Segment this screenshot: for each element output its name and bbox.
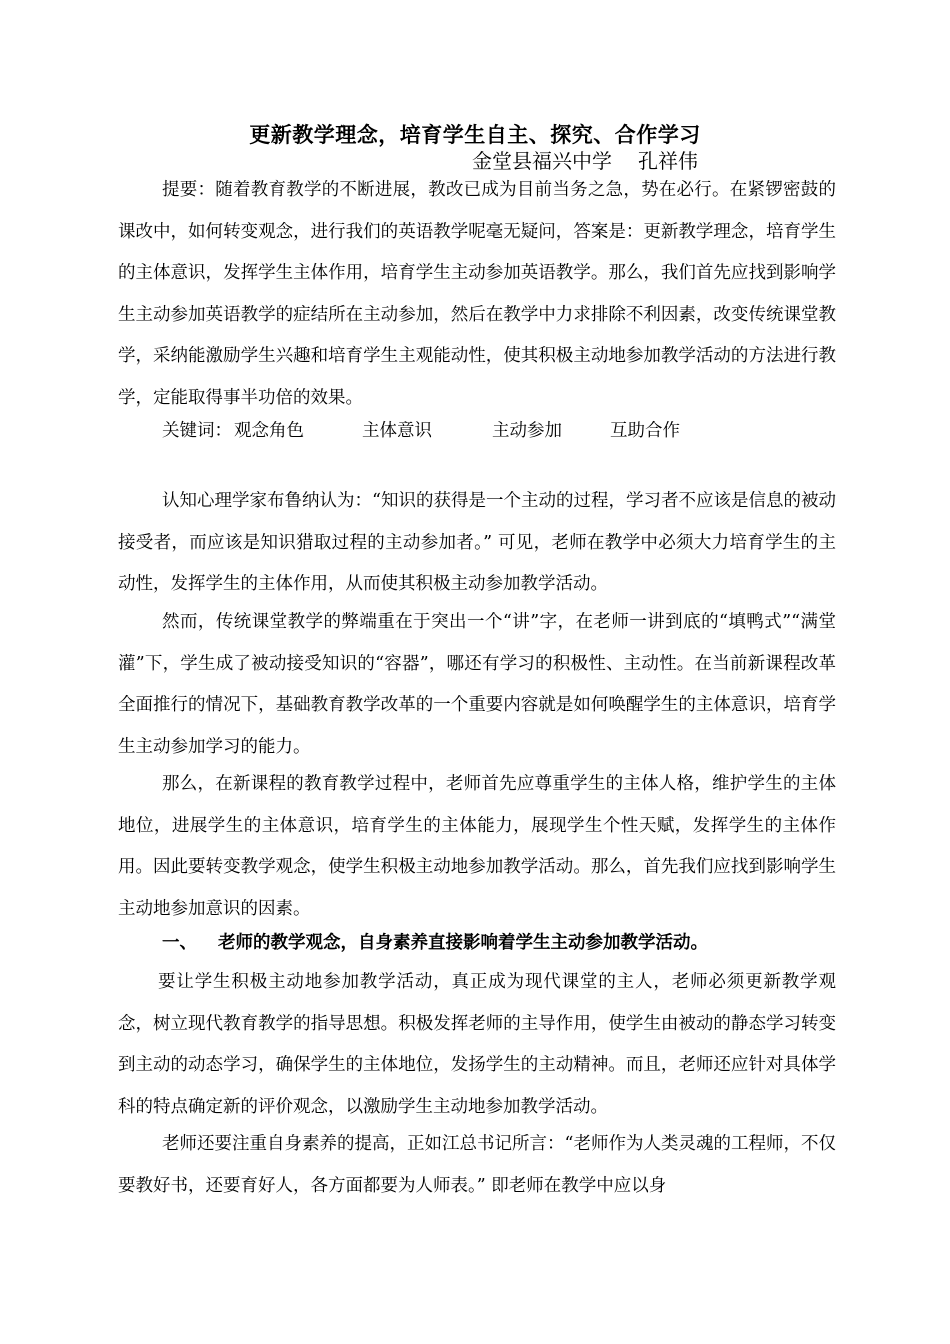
keyword-item: 互助合作 bbox=[610, 421, 680, 441]
author-name: 孔祥伟 bbox=[638, 149, 698, 173]
keywords-line bbox=[162, 412, 680, 450]
section-paragraph-2: 老师还要注重自身素养的提高，正如江总书记所言：“老师作为人类灵魂的工程师，不仅要教好书，还要育好人，各方面都要为人师表。” 即老师在教学中应以身 bbox=[118, 1134, 836, 1196]
keyword-item: 主体意识 bbox=[362, 421, 432, 441]
keyword-item: 观念角色 bbox=[234, 421, 304, 441]
section-heading-text: 老师的教学观念，自身素养直接影响着学生主动参加教学活动。 bbox=[218, 933, 708, 953]
section-number: 一、 bbox=[162, 933, 197, 953]
keywords-label: 关键词： bbox=[162, 421, 232, 441]
abstract-paragraph: 提要：随着教育教学的不断进展，教改已成为目前当务之急，势在必行。在紧锣密鼓的课改中，如何转变观念，进行我们的英语教学呢毫无疑问，答案是：更新教学理念，培育学生的主体意识，发挥学生主体作用，培育学生主动参加英语教学。那么，我们首先应找到影响学生主动参加英语教学的症结所在主动参加，然后在教学中力求排除不利因素，改变传统课堂教学，采纳能激励学生兴趣和培育学生主观能动性，使其积极主动地参加教学活动的方法进行教学，定能取得事半功倍的效果。 bbox=[118, 180, 836, 408]
author-school: 金堂县福兴中学 bbox=[472, 149, 612, 173]
section-paragraph-1: 要让学生积极主动地参加教学活动，真正成为现代课堂的主人，老师必须更新教学观念，树立现代教育教学的指导思想。积极发挥老师的主导作用，使学生由被动的静态学习转变到主动的动态学习，确保学生的主体地位，发扬学生的主动精神。而且，老师还应针对具体学科的特点确定新的评价观念，以激励学生主动地参加教学活动。 bbox=[118, 972, 836, 1117]
keyword-item: 主动参加 bbox=[492, 421, 562, 441]
body-paragraph-3: 那么，在新课程的教育教学过程中，老师首先应尊重学生的主体人格，维护学生的主体地位，进展学生的主体意识，培育学生的主体能力，展现学生个性天赋，发挥学生的主体作用。因此要转变教学观念，使学生积极主动地参加教学活动。那么，首先我们应找到影响学生主动地参加意识的因素。 bbox=[118, 774, 836, 919]
body-paragraph-2: 然而，传统课堂教学的弊端重在于突出一个“讲”字，在老师一讲到底的“填鸭式”“满堂灌”下，学生成了被动接受知识的“容器”，哪还有学习的积极性、主动性。在当前新课程改革全面推行的情况下，基础教育教学改革的一个重要内容就是如何唤醒学生的主体意识，培育学生主动参加学习的能力。 bbox=[118, 612, 836, 757]
section-heading bbox=[162, 925, 708, 961]
body-paragraph-1: 认知心理学家布鲁纳认为：“知识的获得是一个主动的过程，学习者不应该是信息的被动接受者，而应该是知识猎取过程的主动参加者。” 可见，老师在教学中必须大力培育学生的主动性，发挥学生的主体作用，从而使其积极主动参加教学活动。 bbox=[118, 491, 836, 594]
document-title: 更新教学理念，培育学生自主、探究、合作学习 bbox=[249, 122, 701, 147]
